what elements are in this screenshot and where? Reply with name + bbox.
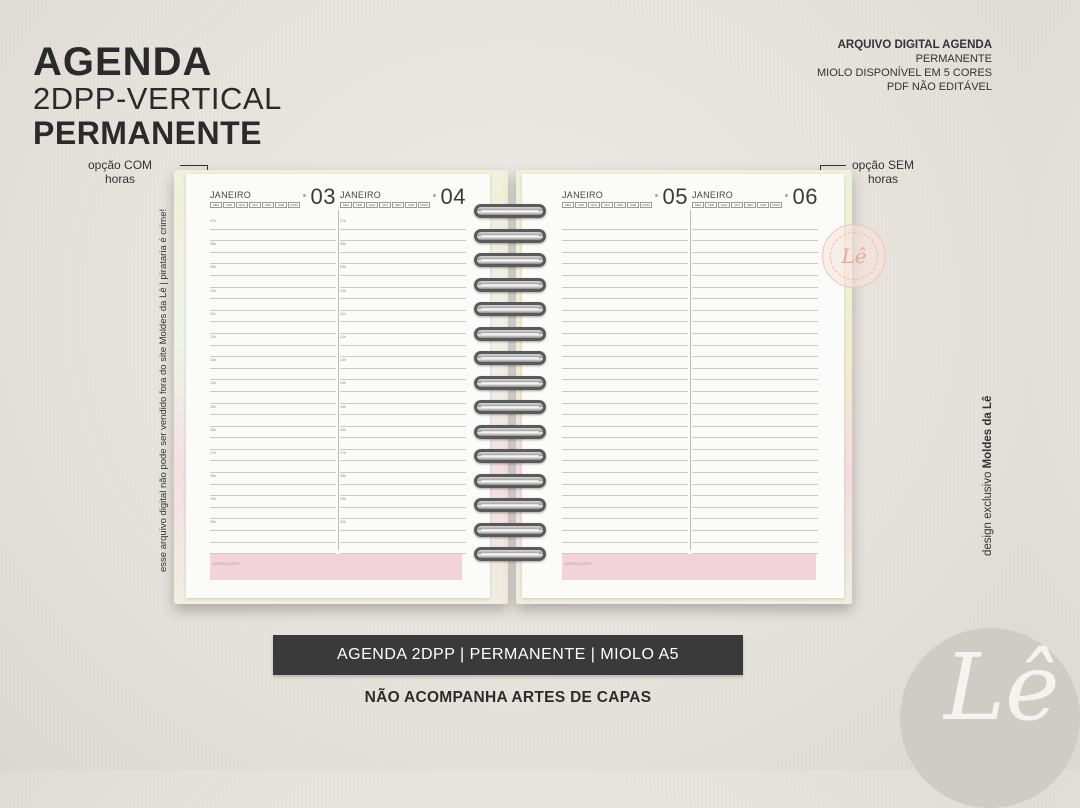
spiral-ring [474,498,546,512]
callout-left-line1: opção COM [88,158,153,172]
writing-line [562,346,688,358]
writing-line [562,450,688,462]
planner-page-left [186,174,490,598]
writing-line [340,299,466,311]
writing-line [562,531,688,543]
writing-line [340,519,466,531]
weekday-box: QUA [588,202,600,208]
writing-line [692,218,818,230]
notes-label: ANOTAÇÕES [213,561,240,566]
writing-line [692,264,818,276]
exclusive-design-notice [982,396,994,556]
hour-label: 15h [340,404,346,409]
writing-line [692,276,818,288]
writing-line [340,322,466,334]
callout-with-hours [88,158,152,186]
writing-line [210,241,336,253]
callout-without-hours [852,158,914,186]
writing-line [340,496,466,508]
product-banner: AGENDA 2DPP | PERMANENTE | MIOLO A5 [273,635,743,675]
writing-line [562,519,688,531]
weekday-box: SAB [757,202,769,208]
callout-right-line1: opção SEM [852,158,915,172]
writing-line [692,450,818,462]
spiral-ring [474,376,546,390]
writing-line [562,485,688,497]
writing-line [210,334,336,346]
writing-line [210,253,336,265]
writing-line [340,276,466,288]
title-line-3: PERMANENTE [33,115,263,151]
day-accent-dot [655,194,658,197]
hour-label: 11h [210,311,216,316]
weekday-box: QUA [366,202,378,208]
day-number: 06 [792,184,818,209]
writing-line [210,311,336,323]
day-month: JANEIRO [340,190,382,200]
writing-line [340,485,466,497]
weekday-box: TER [705,202,717,208]
weekday-box: DOM [770,202,782,208]
notes-box [562,554,816,580]
spiral-binding [474,204,550,574]
writing-line [210,346,336,358]
hour-label: 10h [210,288,216,293]
writing-line [210,230,336,242]
hour-label: 08h [210,242,216,247]
notes-box [210,554,462,580]
writing-line [562,218,688,230]
writing-line [692,241,818,253]
day-number: 04 [440,184,466,209]
writing-line [340,346,466,358]
callout-right-line2: horas [868,172,899,186]
writing-line [562,311,688,323]
writing-line [692,531,818,543]
writing-line [692,427,818,439]
day-number: 05 [662,184,688,209]
notes-label: ANOTAÇÕES [565,561,592,566]
writing-line [210,473,336,485]
exclusive-design-brand: Moldes da Lê [982,395,994,469]
weekday-box: SAB [627,202,639,208]
writing-line [692,473,818,485]
hour-label: 09h [340,265,346,270]
writing-line [692,369,818,381]
brand-stamp [822,224,886,288]
hour-label: 18h [340,474,346,479]
weekday-checkboxes [692,202,782,208]
column-divider [338,210,339,550]
weekday-box: QUA [236,202,248,208]
weekday-box: TER [223,202,235,208]
callout-left-line2: horas [105,172,136,186]
writing-line [210,380,336,392]
weekday-box: QUI [601,202,613,208]
spiral-ring [474,474,546,488]
writing-line [340,415,466,427]
day-number: 03 [310,184,336,209]
writing-line [692,485,818,497]
day-lines [210,218,336,554]
writing-line [692,404,818,416]
writing-line [340,230,466,242]
day-lines [562,218,688,554]
info-line-1: PERMANENTE [915,53,992,65]
writing-line [210,508,336,520]
writing-line [210,404,336,416]
spiral-ring [474,547,546,561]
writing-line [692,508,818,520]
hour-label: 09h [210,265,216,270]
spiral-ring [474,449,546,463]
hour-label: 16h [340,427,346,432]
writing-line [210,357,336,369]
writing-line [562,264,688,276]
hour-label: 20h [340,520,346,525]
weekday-box: DOM [640,202,652,208]
spiral-ring [474,400,546,414]
writing-line [562,543,688,555]
writing-line [210,485,336,497]
writing-line [692,288,818,300]
day-month: JANEIRO [562,190,604,200]
hour-label: 19h [340,497,346,502]
writing-line [562,241,688,253]
writing-line [210,288,336,300]
hour-label: 13h [210,358,216,363]
hour-label: 10h [340,288,346,293]
writing-line [340,450,466,462]
writing-line [210,369,336,381]
writing-line [562,276,688,288]
writing-line [562,369,688,381]
writing-line [340,392,466,404]
writing-line [210,299,336,311]
writing-line [562,299,688,311]
hour-label: 07h [340,219,346,223]
hour-label: 12h [340,334,346,339]
hour-label: 08h [340,242,346,247]
writing-line [340,241,466,253]
writing-line [340,288,466,300]
weekday-box: DOM [418,202,430,208]
writing-line [562,392,688,404]
weekday-box: SEG [210,202,222,208]
writing-line [562,461,688,473]
hour-label: 14h [340,381,346,386]
writing-line [340,438,466,450]
writing-line [340,531,466,543]
writing-line [210,276,336,288]
weekday-box: SEX [614,202,626,208]
spiral-ring [474,229,546,243]
writing-line [210,218,336,230]
day-accent-dot [303,194,306,197]
writing-line [340,473,466,485]
hour-label: 14h [210,381,216,386]
day-accent-dot [785,194,788,197]
hour-label: 12h [210,334,216,339]
writing-line [562,380,688,392]
weekday-checkboxes [562,202,652,208]
writing-line [210,496,336,508]
weekday-box: SEG [562,202,574,208]
weekday-checkboxes [340,202,430,208]
writing-line [692,496,818,508]
hour-label: 17h [340,450,346,455]
writing-line [210,461,336,473]
writing-line [692,519,818,531]
hour-label: 17h [210,450,216,455]
writing-line [340,369,466,381]
writing-line [692,438,818,450]
writing-line [210,543,336,555]
writing-line [562,322,688,334]
weekday-box: TER [353,202,365,208]
writing-line [562,496,688,508]
writing-line [692,230,818,242]
anti-piracy-notice: esse arquivo digital não pode ser vendido fora do site Moldes da Lê | pirataria é crime! [158,208,169,572]
writing-line [692,346,818,358]
hour-label: 07h [210,219,216,223]
writing-line [340,508,466,520]
weekday-box: SEG [340,202,352,208]
writing-line [562,415,688,427]
weekday-box: SAB [405,202,417,208]
writing-line [692,415,818,427]
weekday-box: SEG [692,202,704,208]
no-cover-art-note: NÃO ACOMPANHA ARTES DE CAPAS [364,689,652,706]
weekday-box: SEX [744,202,756,208]
writing-line [692,253,818,265]
weekday-box: QUA [718,202,730,208]
spiral-ring [474,523,546,537]
spiral-ring [474,327,546,341]
writing-line [562,357,688,369]
writing-line [562,253,688,265]
writing-line [692,380,818,392]
writing-line [692,461,818,473]
title-line-2: 2DPP-VERTICAL [33,81,282,116]
day-lines [692,218,818,554]
writing-line [340,380,466,392]
spiral-ring [474,351,546,365]
hour-label: 11h [340,311,346,316]
spiral-ring [474,302,546,316]
writing-line [692,543,818,555]
writing-line [210,450,336,462]
writing-line [340,334,466,346]
day-accent-dot [433,194,436,197]
info-line-3: PDF NÃO EDITÁVEL [886,81,992,93]
hour-label: 15h [210,404,216,409]
writing-line [340,264,466,276]
writing-line [692,322,818,334]
writing-line [340,357,466,369]
weekday-box: TER [575,202,587,208]
title-block [33,42,282,150]
weekday-box: QUI [249,202,261,208]
title-line-1: AGENDA [33,40,213,84]
hour-label: 19h [210,497,216,502]
writing-line [692,299,818,311]
brand-logo-letter: Lê [944,634,1060,741]
weekday-box: SAB [275,202,287,208]
writing-line [340,404,466,416]
writing-line [210,415,336,427]
writing-line [340,218,466,230]
weekday-checkboxes [210,202,300,208]
spiral-ring [474,425,546,439]
product-info [817,38,992,94]
writing-line [692,334,818,346]
exclusive-design-prefix: design exclusivo [982,468,994,556]
weekday-box: QUI [379,202,391,208]
writing-line [210,438,336,450]
writing-line [562,230,688,242]
writing-line [340,461,466,473]
hour-label: 16h [210,427,216,432]
writing-line [562,288,688,300]
planner-page-right [522,174,844,598]
writing-line [562,438,688,450]
hour-label: 18h [210,474,216,479]
writing-line [562,334,688,346]
writing-line [562,473,688,485]
writing-line [562,508,688,520]
writing-line [692,392,818,404]
writing-line [340,311,466,323]
writing-line [210,519,336,531]
writing-line [692,357,818,369]
weekday-box: SEX [262,202,274,208]
writing-line [210,427,336,439]
writing-line [340,427,466,439]
day-lines [340,218,466,554]
writing-line [210,531,336,543]
weekday-box: SEX [392,202,404,208]
writing-line [340,253,466,265]
column-divider [690,210,691,550]
spiral-ring [474,278,546,292]
spiral-ring [474,253,546,267]
writing-line [210,392,336,404]
hour-label: 20h [210,520,216,525]
writing-line [210,264,336,276]
writing-line [692,311,818,323]
day-month: JANEIRO [692,190,734,200]
writing-line [562,404,688,416]
hour-label: 13h [340,358,346,363]
day-month: JANEIRO [210,190,252,200]
spiral-ring [474,204,546,218]
weekday-box: QUI [731,202,743,208]
info-line-2: MIOLO DISPONÍVEL EM 5 CORES [816,67,992,79]
weekday-box: DOM [288,202,300,208]
info-title: ARQUIVO DIGITAL AGENDA [837,39,992,51]
writing-line [210,322,336,334]
writing-line [562,427,688,439]
writing-line [340,543,466,555]
stamp-letter: Lê [830,232,878,280]
